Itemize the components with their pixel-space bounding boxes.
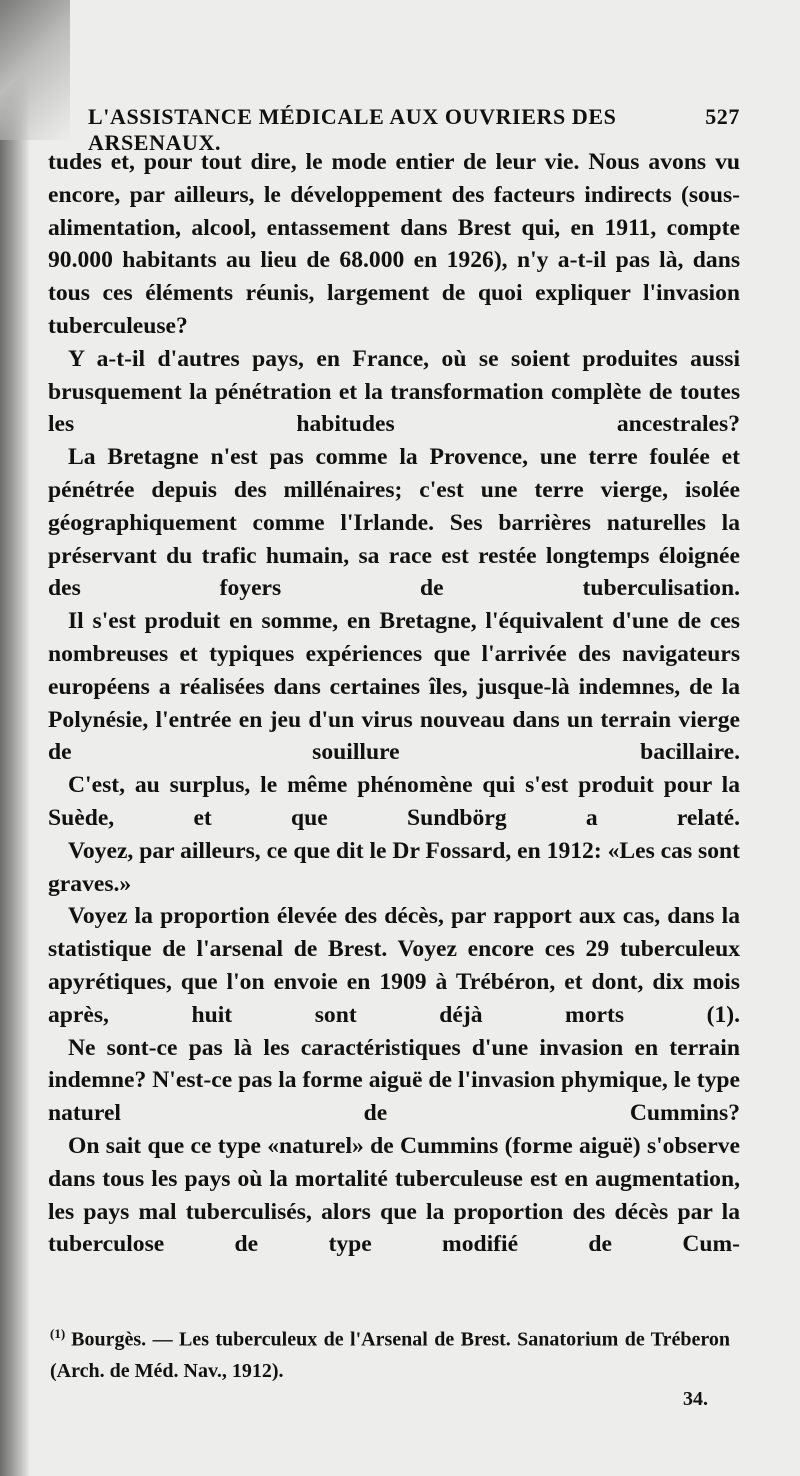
- paragraph: Il s'est produit en somme, en Bretagne, l'équivalent d'une de ces nombreuses et typiques expériences que l'arrivée des navigateurs européens a réalisées dans certaines îles, jusque-là indemnes, de la Polynésie, l'entrée en jeu d'un virus nouveau dans un terrain vierge de souillure bacillaire.: [48, 608, 740, 766]
- book-page: [48, 104, 740, 1261]
- paragraph: Y a-t-il d'autres pays, en France, où se soient produites aussi brusquement la pénétration et la transformation complète de toutes les habitudes ancestrales?: [48, 345, 740, 438]
- paragraph: Voyez la proportion élevée des décès, par rapport aux cas, dans la statistique de l'arsenal de Brest. Voyez encore ces 29 tuberculeux apyrétiques, que l'on envoie en 1909 à Trébéron, et dont, dix mois après, huit sont déjà morts (1).: [48, 903, 740, 1028]
- book-binding-shadow: [0, 0, 30, 1476]
- footnote-mark: (1): [50, 1326, 66, 1341]
- paragraph: On sait que ce type «naturel» de Cummins (forme aiguë) s'observe dans tous les pays où la mortalité tuberculeuse est en augmentation, les pays mal tuberculisés, alors que la proportion des décès par la tuberculose de type modifié de Cum-: [48, 1132, 740, 1258]
- running-head: [88, 104, 740, 155]
- body-text: [48, 146, 740, 1261]
- signature-mark: 34.: [683, 1388, 708, 1410]
- page-number: 527: [705, 104, 740, 129]
- paragraph: C'est, au surplus, le même phénomène qui s'est produit pour la Suède, et que Sundbörg a relaté.: [48, 772, 740, 831]
- footnotes: [50, 1318, 730, 1387]
- paragraph: La Bretagne n'est pas comme la Provence, une terre foulée et pénétrée depuis des millénaires; c'est une terre vierge, isolée géographiquement comme l'Irlande. Ses barrières naturelles la préservant du trafic humain, sa race est restée longtemps éloignée des foyers de tuberculisation.: [48, 444, 740, 602]
- footnote-text: Bourgès. — Les tuberculeux de l'Arsenal de Brest. Sanatorium de Tréberon (Arch. de Méd. Nav., 1912).: [50, 1328, 730, 1382]
- paragraph: Ne sont-ce pas là les caractéristiques d'une invasion en terrain indemne? N'est-ce pas la forme aiguë de l'invasion phymique, le type naturel de Cummins?: [48, 1034, 740, 1127]
- paragraph: Voyez, par ailleurs, ce que dit le Dr Fossard, en 1912: «Les cas sont graves.»: [48, 837, 740, 897]
- footnote: [50, 1318, 730, 1387]
- paragraph: tudes et, pour tout dire, le mode entier de leur vie. Nous avons vu encore, par ailleurs, le développement des facteurs indirects (sous-alimentation, alcool, entassement dans Brest qui, en 1911, compte 90.000 habitants au lieu de 68.000 en 1926), n'y a-t-il pas là, dans tous ces éléments réunis, largement de quoi expliquer l'invasion tuberculeuse?: [48, 149, 740, 339]
- running-title: L'ASSISTANCE MÉDICALE AUX OUVRIERS DES ARSENAUX.: [88, 104, 617, 155]
